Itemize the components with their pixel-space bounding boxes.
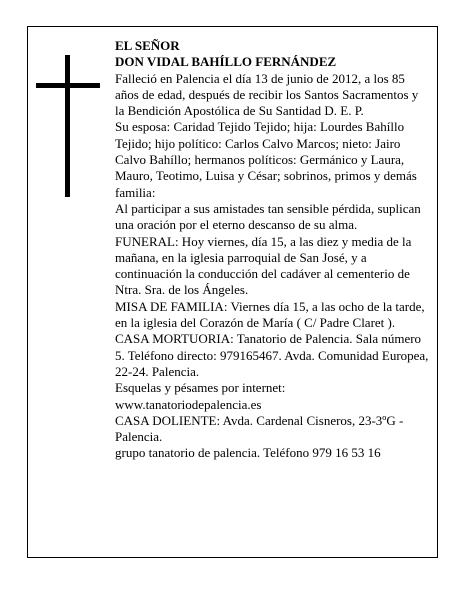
- cross-horizontal-bar: [36, 83, 100, 88]
- online-condolences: Esquelas y pésames por internet: www.tanatoriodepalencia.es: [115, 380, 286, 412]
- obituary-text: [115, 38, 429, 462]
- family-list: Su esposa: Caridad Tejido Tejido; hija: Lourdes Bahíllo Tejido; hijo político: Carlos Calvo Marcos; nieto: Jairo Calvo Bahíllo; hermanos políticos: Germánico y Laura, Mauro, Teotimo, Luisa y César; sobrinos, primos y demás familia:: [115, 119, 417, 200]
- deceased-name: DON VIDAL BAHÍLLO FERNÁNDEZ: [115, 54, 337, 70]
- family-mass-info: MISA DE FAMILIA: Viernes día 15, a las ocho de la tarde, en la iglesia del Corazón de María ( C/ Padre Claret ).: [115, 298, 425, 331]
- prayer-request: Al participar a sus amistades tan sensible pérdida, suplican una oración por el eterno descanso de su alma.: [115, 200, 421, 233]
- notice-title: EL SEÑOR: [115, 38, 180, 53]
- cross-vertical-bar: [65, 55, 70, 197]
- funeral-home-info: CASA MORTUORIA: Tanatorio de Palencia. Sala número 5. Teléfono directo: 979165467. Avda. Comunidad Europea, 22-24. Palencia.: [115, 331, 429, 379]
- death-announcement: Falleció en Palencia el día 13 de junio de 2012, a los 85 años de edad, después de recibir los Santos Sacramentos y la Bendición Apostólica de Su Santidad D. E. P.: [115, 70, 419, 119]
- funeral-group-phone: grupo tanatorio de palencia. Teléfono 979 16 53 16: [115, 445, 381, 461]
- cross-icon: [36, 55, 100, 197]
- funeral-info: FUNERAL: Hoy viernes, día 15, a las diez y media de la mañana, en la iglesia parroquial de San José, y a continuación la conducción del cadáver al cementerio de Ntra. Sra. de los Ángeles.: [115, 233, 412, 298]
- family-home-address: CASA DOLIENTE: Avda. Cardenal Cisneros, 23-3ºG - Palencia.: [115, 412, 404, 445]
